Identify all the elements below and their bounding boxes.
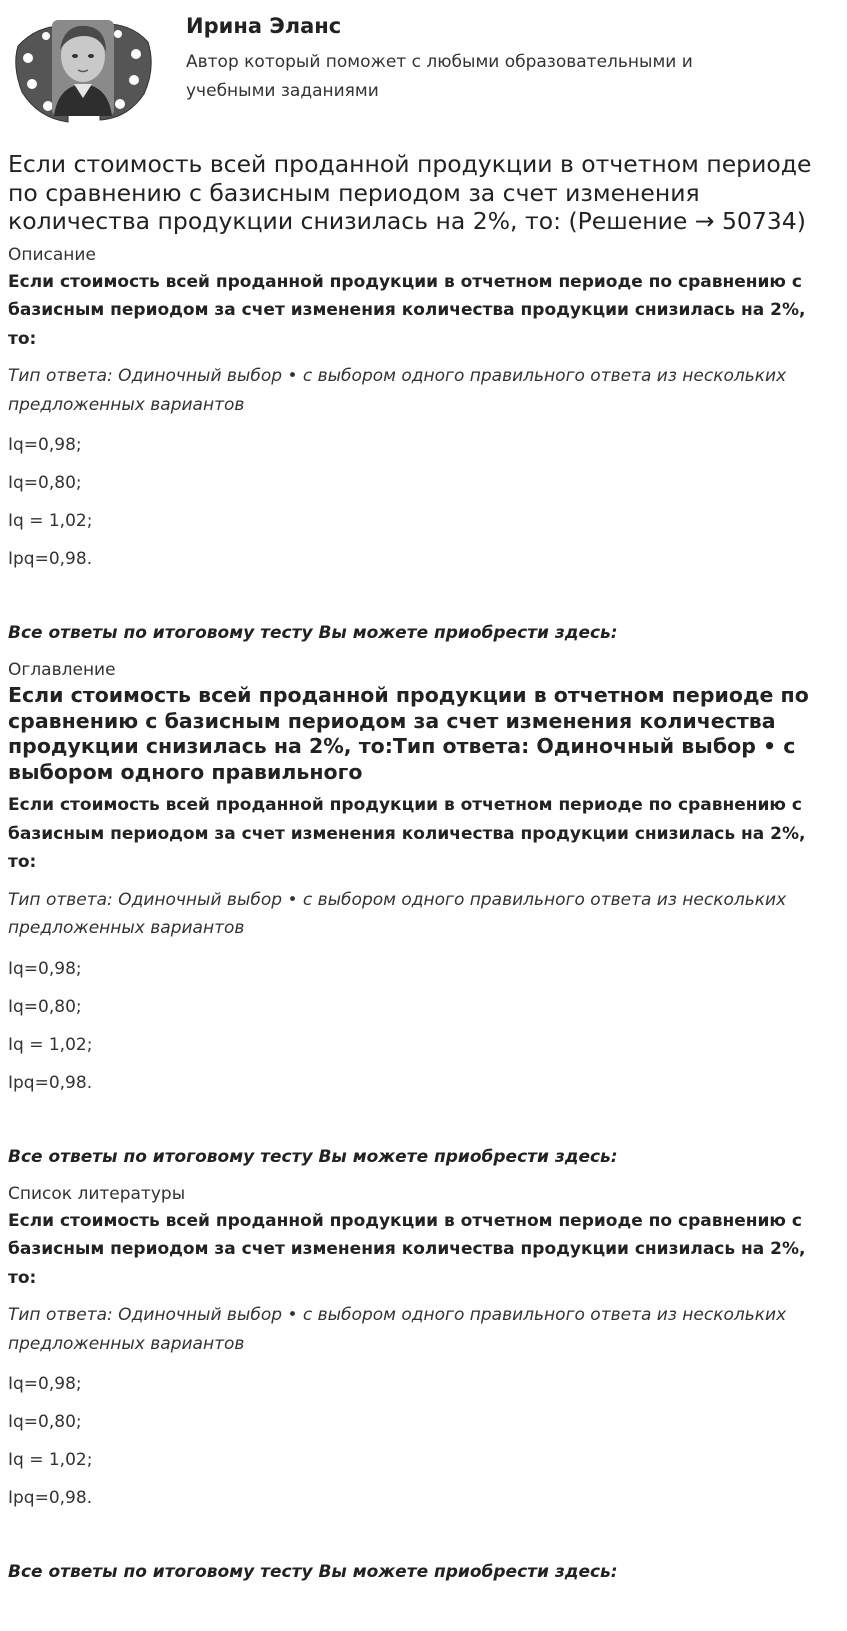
question-text: Если стоимость всей проданной продукции в отчетном периоде по сравнению с базисным периодом за счет изменения количества продукции снизилась на 2%, то: xyxy=(8,795,806,872)
question-text: Если стоимость всей проданной продукции в отчетном периоде по сравнению с базисным периодом за счет изменения количества продукции снизилась на 2%, то: xyxy=(8,271,806,349)
avatar[interactable] xyxy=(8,6,158,128)
author-info xyxy=(186,12,786,106)
answer-option: Iq=0,80; xyxy=(8,473,82,493)
author-description: Автор который поможет с любыми образовательными и учебными заданиями xyxy=(186,52,693,101)
answer-option: Iq=0,98; xyxy=(8,1374,82,1394)
toc-section xyxy=(8,657,837,1169)
answer-option: Iq=0,80; xyxy=(8,1412,82,1432)
avatar-image xyxy=(8,6,158,128)
answer-option: Iq=0,80; xyxy=(8,996,82,1017)
buy-answers-link[interactable]: Все ответы по итоговому тесту Вы можете приобрести здесь: xyxy=(8,1562,618,1582)
literature-section xyxy=(8,1181,837,1585)
section-label-toc: Оглавление xyxy=(8,660,116,680)
description-section xyxy=(8,242,837,646)
answer-option: Iq=0,98; xyxy=(8,958,82,979)
buy-answers-link[interactable]: Все ответы по итоговому тесту Вы можете приобрести здесь: xyxy=(8,623,618,643)
page-title: Если стоимость всей проданной продукции в отчетном периоде по сравнению с базисным периодом за счет изменения количества продукции снизилась на 2%, то: (Решение → 50734) xyxy=(8,150,812,235)
buy-answers-link[interactable]: Все ответы по итоговому тесту Вы можете приобрести здесь: xyxy=(8,1146,618,1167)
author-card xyxy=(8,0,837,130)
answer-type: Тип ответа: Одиночный выбор • с выбором одного правильного ответа из нескольких предложенных вариантов xyxy=(8,366,787,415)
question-text: Если стоимость всей проданной продукции в отчетном периоде по сравнению с базисным периодом за счет изменения количества продукции снизилась на 2%, то: xyxy=(8,1210,806,1288)
answer-option: Ipq=0,98. xyxy=(8,549,93,569)
toc-heading: Если стоимость всей проданной продукции в отчетном периоде по сравнению с базисным периодом за счет изменения количества продукции снизилась на 2%, то:Тип ответа: Одиночный выбор • с выбором одного правильного xyxy=(8,683,809,784)
answer-option: Iq = 1,02; xyxy=(8,511,93,531)
section-label-description: Описание xyxy=(8,244,96,265)
answer-option: Iq = 1,02; xyxy=(8,1034,93,1055)
section-label-literature: Список литературы xyxy=(8,1183,186,1204)
answer-type: Тип ответа: Одиночный выбор • с выбором одного правильного ответа из нескольких предложенных вариантов xyxy=(8,1305,787,1354)
answer-option: Ipq=0,98. xyxy=(8,1488,93,1508)
answer-option: Ipq=0,98. xyxy=(8,1072,93,1093)
answer-option: Iq = 1,02; xyxy=(8,1450,93,1470)
answer-option: Iq=0,98; xyxy=(8,435,82,455)
answer-type: Тип ответа: Одиночный выбор • с выбором одного правильного ответа из нескольких предложенных вариантов xyxy=(8,889,787,938)
author-name[interactable]: Ирина Эланс xyxy=(186,14,342,38)
